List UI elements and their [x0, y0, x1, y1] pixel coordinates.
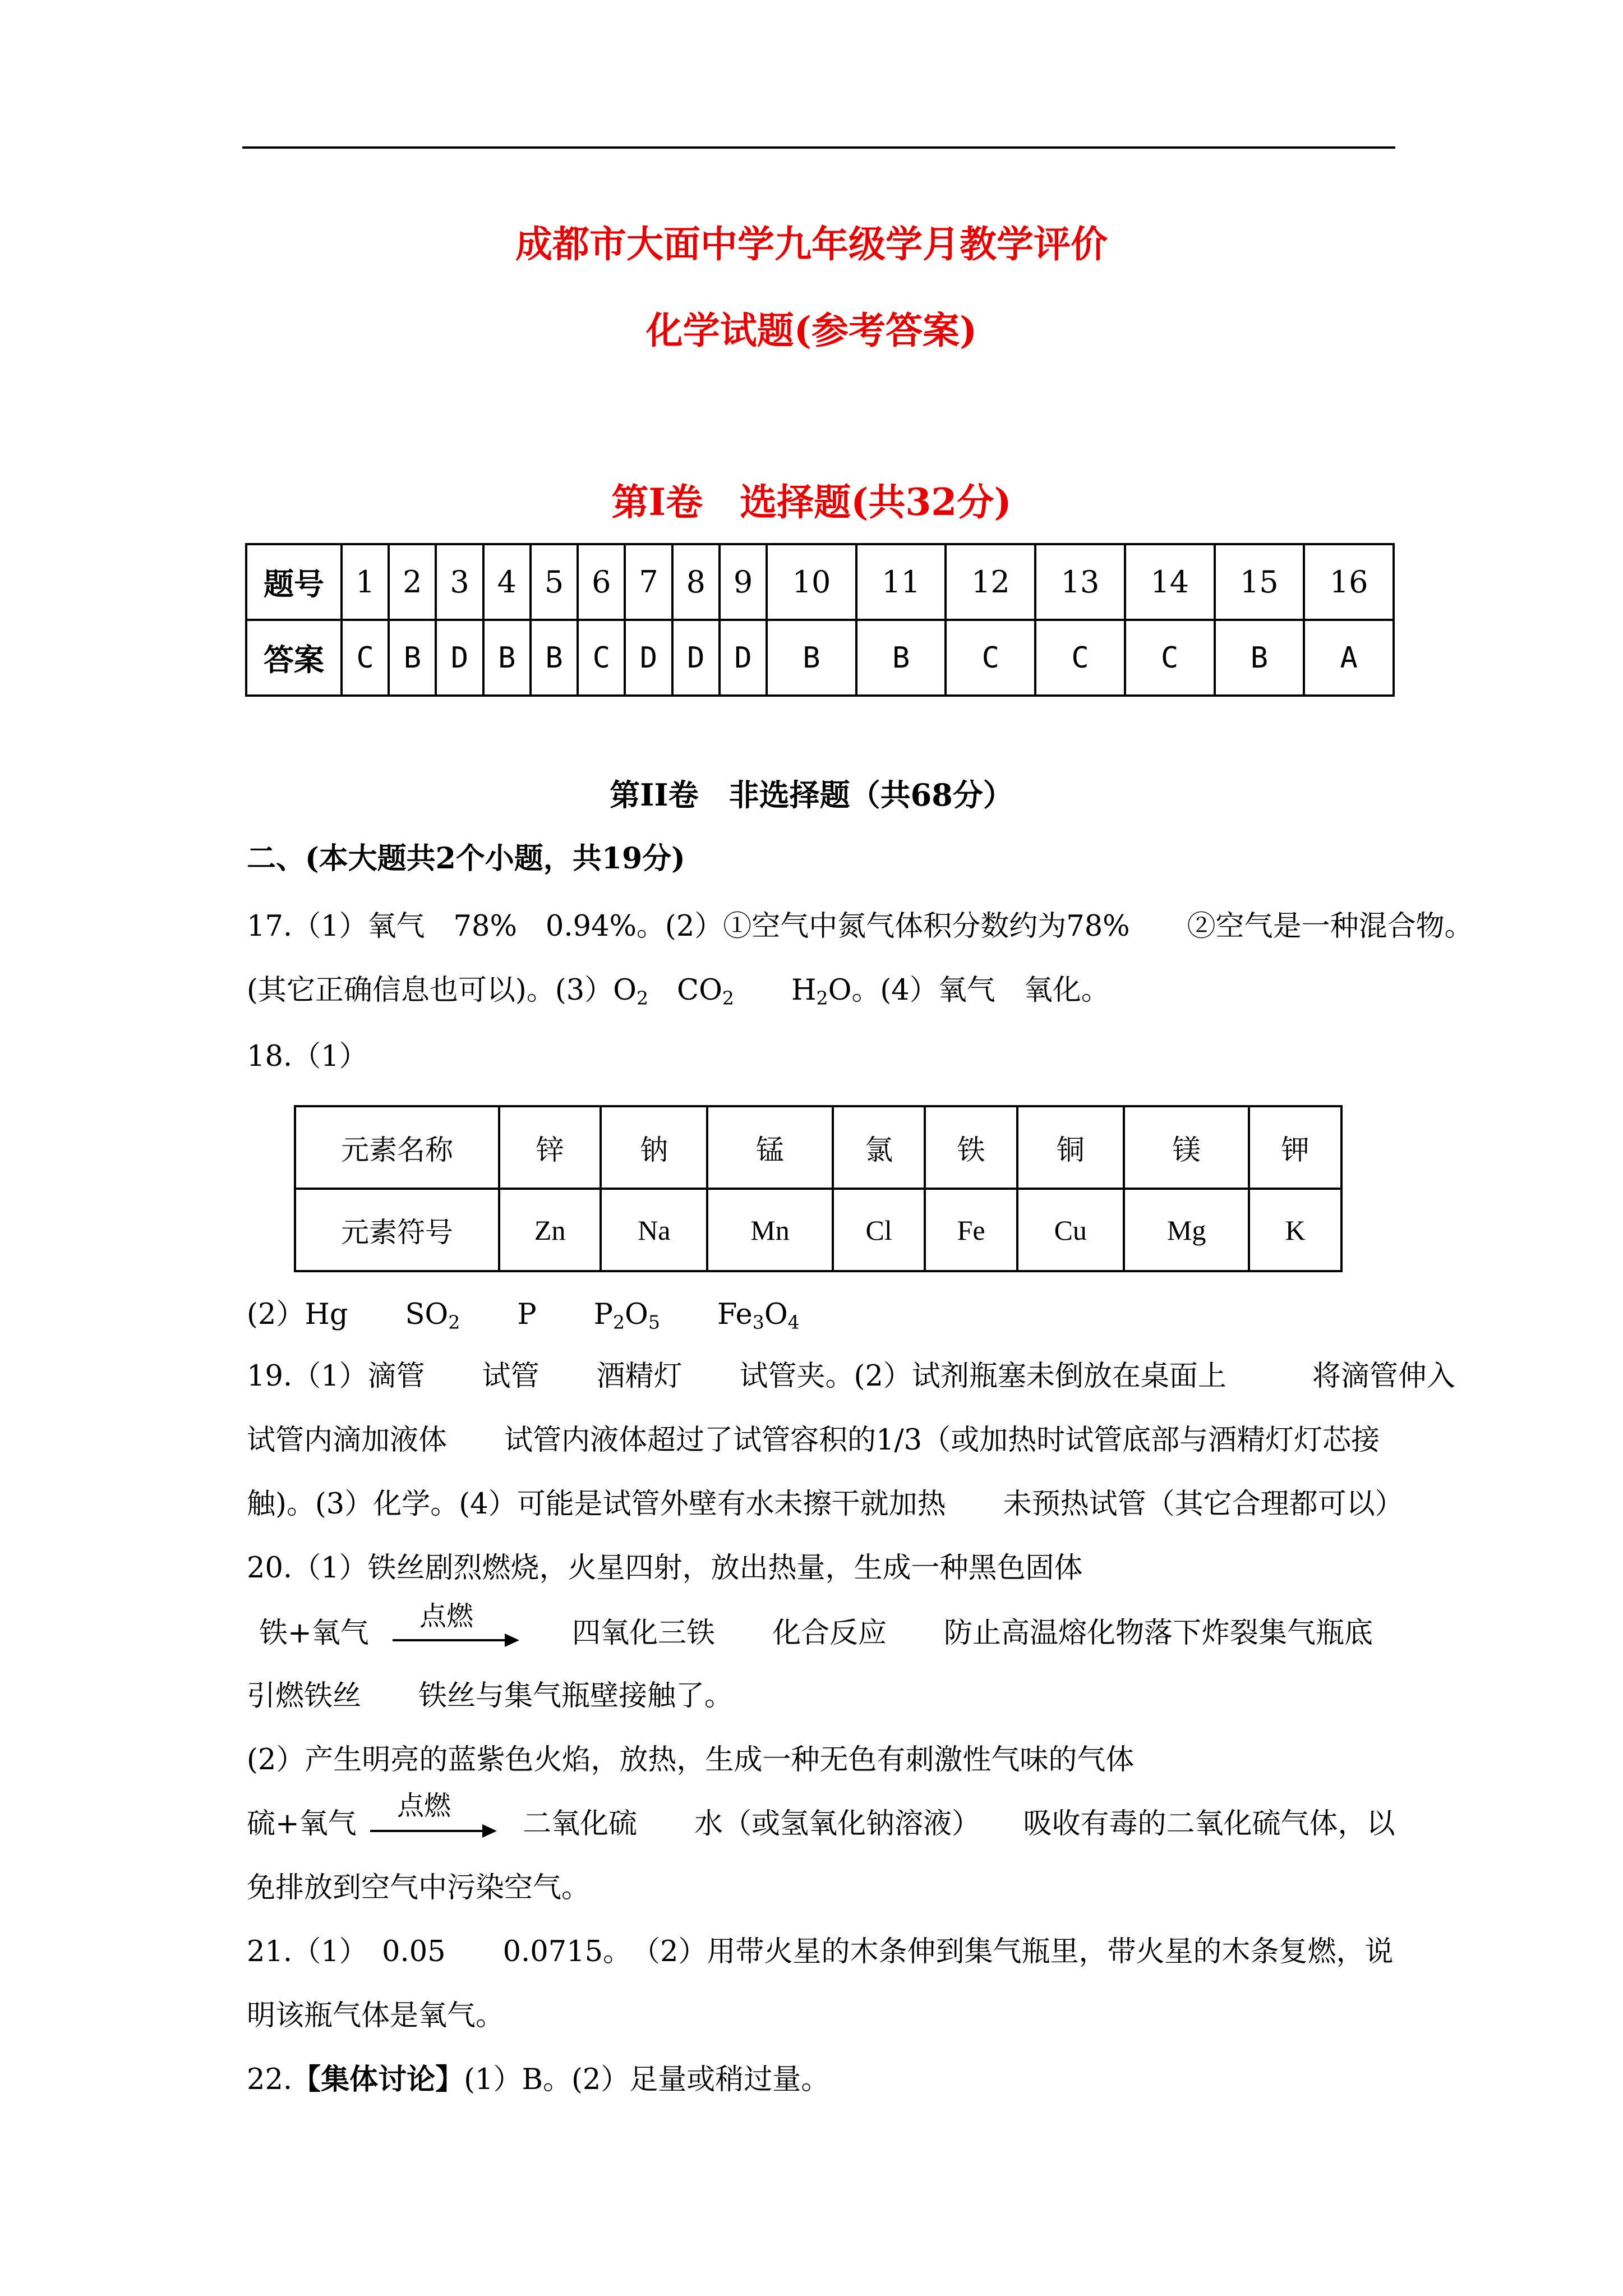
row-label-answer: 答案	[246, 620, 342, 696]
question-number: 1	[342, 544, 389, 620]
subscript: 5	[648, 1311, 660, 1333]
answer-cell: C	[1035, 620, 1125, 696]
answer-cell: B	[856, 620, 946, 696]
q20-line4: (2）产生明亮的蓝紫色火焰，放热，生成一种无色有刺激性气味的气体	[247, 1743, 1135, 1777]
reaction-condition: 点燃	[419, 1600, 474, 1632]
q17-line1: 17.（1）氧气 78% 0.94%。(2）①空气中氮气体积分数约为78% ②空气是一种混合物。	[247, 910, 1473, 943]
answer-cell: B	[389, 620, 436, 696]
part2-heading: 第II卷 非选择题（共68分）	[610, 777, 1013, 813]
element-symbol: Cl	[833, 1189, 925, 1271]
element-name: 钾	[1249, 1106, 1341, 1189]
q17-text: O。(4）氧气 氧化。	[828, 974, 1110, 1007]
q18-text: O	[625, 1298, 648, 1331]
element-name: 铁	[925, 1106, 1017, 1189]
question-number: 4	[483, 544, 531, 620]
q20-line1: 20.（1）铁丝剧烈燃烧，火星四射，放出热量，生成一种黑色固体	[247, 1552, 1083, 1585]
question-number: 11	[856, 544, 946, 620]
answer-cell: C	[578, 620, 625, 696]
answer-cell: C	[342, 620, 389, 696]
row-label-number: 题号	[246, 544, 342, 620]
element-name: 镁	[1124, 1106, 1249, 1189]
answer-cell: D	[720, 620, 767, 696]
answer-cell: B	[483, 620, 531, 696]
q18-text: (2）Hg SO	[247, 1298, 449, 1331]
q19-line3: 触)。(3）化学。(4）可能是试管外壁有水未擦干就加热 未预热试管（其它合理都可以）	[247, 1488, 1404, 1521]
answer-cell: C	[1125, 620, 1215, 696]
element-name: 氯	[833, 1106, 925, 1189]
element-symbol: Na	[601, 1189, 707, 1271]
question-number: 3	[436, 544, 483, 620]
answer-cell: B	[767, 620, 856, 696]
header-rule	[242, 146, 1395, 149]
answer-cell: D	[436, 620, 483, 696]
q18-text: P P	[460, 1298, 613, 1331]
subscript: 2	[636, 987, 649, 1009]
question-number: 15	[1215, 544, 1304, 620]
subscript: 2	[816, 987, 828, 1009]
table-row-answers	[246, 620, 1394, 696]
answer-cell: C	[946, 620, 1035, 696]
part1-heading: 第Ⅰ卷 选择题(共32分)	[611, 480, 1012, 524]
table-row-element-names	[295, 1106, 1341, 1189]
element-name: 钠	[601, 1106, 707, 1189]
answer-cell: D	[625, 620, 672, 696]
element-symbol: Cu	[1017, 1189, 1124, 1271]
answer-cell: A	[1304, 620, 1394, 696]
element-name: 锌	[499, 1106, 601, 1189]
element-symbol-header: 元素符号	[295, 1189, 499, 1271]
answer-cell: D	[672, 620, 720, 696]
equation-iron-left: 铁+氧气	[259, 1617, 369, 1650]
question-number: 7	[625, 544, 672, 620]
question-number: 13	[1035, 544, 1125, 620]
element-symbol: Fe	[925, 1189, 1017, 1271]
q22-text: (1）B。(2）足量或稍过量。	[464, 2063, 830, 2096]
page-subtitle: 化学试题(参考答案)	[645, 309, 978, 352]
q18-text: Fe	[660, 1298, 753, 1331]
subscript: 3	[752, 1311, 764, 1333]
q22-bold-label: 【集体讨论】	[292, 2063, 464, 2096]
question-number: 9	[720, 544, 767, 620]
element-symbol: Zn	[499, 1189, 601, 1271]
question-number: 5	[531, 544, 578, 620]
element-name-header: 元素名称	[295, 1106, 499, 1189]
q17-text: (其它正确信息也可以)。(3）O	[247, 974, 637, 1007]
element-symbol: Mn	[707, 1189, 833, 1271]
question-number: 12	[946, 544, 1035, 620]
q20-line6: 免排放到空气中污染空气。	[247, 1871, 591, 1904]
subscript: 4	[787, 1311, 800, 1333]
reaction-arrow-icon	[370, 1830, 494, 1832]
q18-part2	[247, 1300, 800, 1331]
equation-sulfur-right: 二氧化硫 水（或氢氧化钠溶液） 吸收有毒的二氧化硫气体，以	[523, 1807, 1395, 1841]
answer-cell: B	[1215, 620, 1304, 696]
q21-line1: 21.（1） 0.05 0.0715。 （2）用带火星的木条伸到集气瓶里，带火星的木条复燃，说	[247, 1935, 1394, 1968]
question-number: 8	[672, 544, 720, 620]
q19-line1: 19.（1）滴管 试管 酒精灯 试管夹。(2）试剂瓶塞未倒放在桌面上 将滴管伸入	[247, 1360, 1455, 1393]
q21-line2: 明该瓶气体是氧气。	[247, 1999, 505, 2032]
element-name: 铜	[1017, 1106, 1124, 1189]
equation-sulfur-left: 硫+氧气	[247, 1807, 357, 1841]
question-number: 10	[767, 544, 856, 620]
section2-heading: 二、(本大题共2个小题，共19分)	[247, 841, 685, 876]
q22-line	[247, 2065, 829, 2094]
reaction-condition: 点燃	[397, 1790, 451, 1821]
question-number: 6	[578, 544, 625, 620]
element-name: 锰	[707, 1106, 833, 1189]
element-symbol: K	[1249, 1189, 1341, 1271]
q17-text: CO	[648, 974, 722, 1007]
q18-label: 18.（1）	[247, 1040, 368, 1073]
answer-cell: B	[531, 620, 578, 696]
table-row-element-symbols	[295, 1189, 1341, 1271]
subscript: 2	[448, 1311, 460, 1333]
q17-text: H	[734, 974, 817, 1007]
subscript: 2	[722, 987, 734, 1009]
q22-number: 22.	[247, 2063, 293, 2096]
element-symbol: Mg	[1124, 1189, 1249, 1271]
table-row-numbers	[246, 544, 1394, 620]
equation-iron-right: 四氧化三铁 化合反应 防止高温熔化物落下炸裂集气瓶底	[572, 1617, 1373, 1650]
element-table	[294, 1105, 1343, 1272]
question-number: 14	[1125, 544, 1215, 620]
page-title: 成都市大面中学九年级学月教学评价	[515, 222, 1108, 266]
subscript: 2	[612, 1311, 625, 1333]
question-number: 2	[389, 544, 436, 620]
q18-text: O	[764, 1298, 788, 1331]
answer-table	[245, 543, 1395, 697]
q17-line2	[247, 976, 1110, 1007]
question-number: 16	[1304, 544, 1394, 620]
q20-line3: 引燃铁丝 铁丝与集气瓶壁接触了。	[247, 1680, 734, 1713]
reaction-arrow-icon	[393, 1639, 516, 1641]
q19-line2: 试管内滴加液体 试管内液体超过了试管容积的1/3（或加热时试管底部与酒精灯灯芯接	[247, 1424, 1380, 1457]
